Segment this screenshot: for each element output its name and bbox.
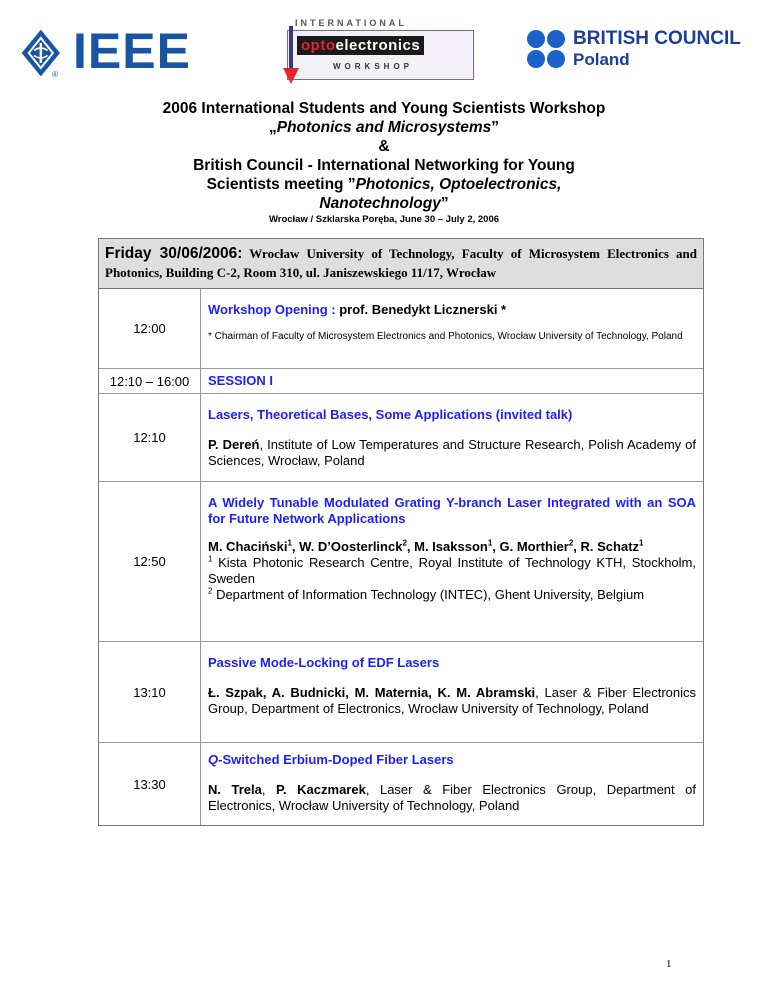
day-header xyxy=(99,239,703,289)
opening-title: Workshop Opening : xyxy=(208,302,336,317)
title-line-6: Nanotechnology” xyxy=(319,195,449,212)
title-line-1: 2006 International Students and Young Scientists Workshop xyxy=(162,100,606,117)
optoelectronics-workshop-logo xyxy=(275,18,475,88)
session-label: SESSION I xyxy=(208,373,274,388)
slot-content xyxy=(201,482,703,641)
program-table xyxy=(98,238,704,826)
talk-authors: N. Trela, P. Kaczmarek, Laser & Fiber Electronics Group, Department of Electronics, Wrocław University of Technology, Poland xyxy=(208,782,697,813)
talk-authors: M. Chaciński$^1$, W. D’Oosterlinck$^2$, M. Isaksson$^1$, G. Morthier$^2$, R. Schatz$^1$ xyxy=(208,538,644,554)
british-council-dots-icon xyxy=(527,30,567,70)
title-line-3: & xyxy=(378,138,390,155)
slot-content xyxy=(201,369,703,393)
slot-content xyxy=(201,394,703,481)
slot-content xyxy=(201,642,703,742)
talk-title: Passive Mode-Locking of EDF Lasers xyxy=(208,655,440,670)
opening-speaker: prof. Benedykt Licznerski * xyxy=(339,302,507,317)
talk-authors: Ł. Szpak, A. Budnicki, M. Maternia, K. M. Abramski, Laser & Fiber Electronics Group, Department of Electronics, Wrocław University of Technology, Poland xyxy=(208,685,696,716)
logo-bar xyxy=(0,18,768,88)
opto-logo-top: INTERNATIONAL xyxy=(295,18,407,28)
talk-title: Lasers, Theoretical Bases, Some Applications (invited talk) xyxy=(208,407,573,422)
down-arrow-icon xyxy=(283,26,301,86)
opening-note: * Chairman of Faculty of Microsystem Electronics and Photonics, Wrocław University of Technology, Poland xyxy=(208,331,683,342)
talk-affiliation-1: $^1$ Kista Photonic Research Centre, Royal Institute of Technology KTH, Stockholm, Sweden xyxy=(208,554,696,586)
british-council-country: Poland xyxy=(573,50,630,69)
program-row-talk-4 xyxy=(99,743,703,825)
slot-time: 12:10 xyxy=(99,394,201,481)
slot-content xyxy=(201,289,703,368)
british-council-name: BRITISH COUNCIL xyxy=(573,28,741,49)
talk-title: Q-Switched Erbium-Doped Fiber Lasers xyxy=(208,752,454,767)
title-line-4: British Council - International Networking for Young xyxy=(193,157,575,174)
page-number: 1 xyxy=(666,958,672,970)
ieee-logo-text: IEEE xyxy=(73,23,191,79)
session-time: 12:10 – 16:00 xyxy=(99,369,201,393)
talk-authors: P. Dereń, Institute of Low Temperatures and Structure Research, Polish Academy of Sciences, Wrocław, Poland xyxy=(208,437,696,468)
british-council-logo xyxy=(527,28,757,78)
opto-logo-bottom: WORKSHOP xyxy=(333,62,413,71)
program-row-opening xyxy=(99,289,703,369)
program-row-session xyxy=(99,369,703,394)
day-label: Friday 30/06/2006: xyxy=(105,245,243,262)
slot-time: 13:30 xyxy=(99,743,201,825)
slot-time: 13:10 xyxy=(99,642,201,742)
slot-time: 12:00 xyxy=(99,289,201,368)
opto-logo-mid: optoelectronics xyxy=(297,36,424,55)
slot-time: 12:50 xyxy=(99,482,201,641)
program-row-talk-3 xyxy=(99,642,703,743)
day-venue: Wrocław University of Technology, Faculty of Microsystem Electronics and Photonics, Building C-2, Room 310, ul. Janiszewskiego 11/17, Wrocław xyxy=(105,246,697,280)
title-line-5: Scientists meeting ”Photonics, Optoelectronics, xyxy=(206,176,562,193)
registered-mark: ® xyxy=(52,70,58,79)
page-title xyxy=(0,99,768,213)
title-line-2: „Photonics and Microsystems” xyxy=(269,119,499,136)
slot-content xyxy=(201,743,703,825)
ieee-diamond-icon xyxy=(20,22,70,84)
program-row-talk-1 xyxy=(99,394,703,482)
talk-title: A Widely Tunable Modulated Grating Y-branch Laser Integrated with an SOA for Future Network Applications xyxy=(208,495,696,526)
event-location-dates: Wrocław / Szklarska Poręba, June 30 – July 2, 2006 xyxy=(268,214,500,225)
program-row-talk-2 xyxy=(99,482,703,642)
talk-affiliation-2: $^2$ Department of Information Technology (INTEC), Ghent University, Belgium xyxy=(208,586,645,602)
